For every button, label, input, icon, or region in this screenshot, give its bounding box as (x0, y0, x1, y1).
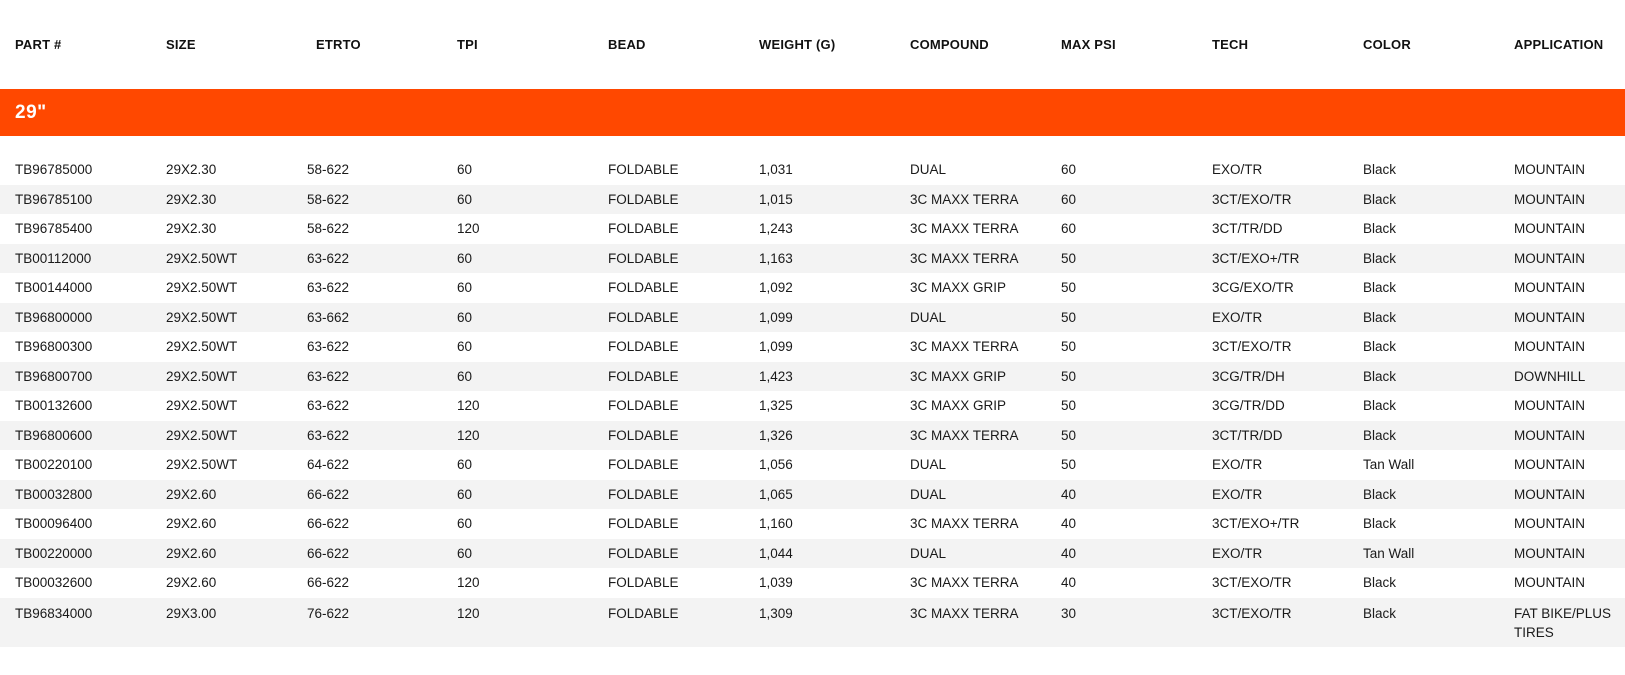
cell-application: MOUNTAIN (1514, 457, 1585, 473)
table-row (0, 332, 1625, 362)
cell-etrto: 66-622 (307, 516, 350, 532)
cell-tech: EXO/TR (1212, 486, 1263, 502)
cell-part-number: TB00144000 (15, 280, 93, 296)
cell-size: 29X2.50WT (166, 339, 238, 355)
table-row (0, 303, 1625, 333)
table-row (0, 391, 1625, 421)
cell-etrto: 63-622 (307, 427, 350, 443)
cell-color: Black (1363, 516, 1397, 532)
cell-bead: FOLDABLE (608, 368, 679, 384)
table-row (0, 509, 1625, 539)
header-tech: TECH (1212, 37, 1249, 52)
cell-compound: DUAL (910, 486, 947, 502)
cell-tpi: 120 (457, 575, 480, 591)
header-color: COLOR (1363, 37, 1411, 52)
cell-tpi: 60 (457, 486, 473, 502)
cell-bead: FOLDABLE (608, 309, 679, 325)
cell-size: 29X2.50WT (166, 250, 238, 266)
cell-color: Black (1363, 191, 1397, 207)
cell-tpi: 60 (457, 309, 473, 325)
cell-compound: DUAL (910, 457, 947, 473)
cell-bead: FOLDABLE (608, 575, 679, 591)
cell-tpi: 120 (457, 605, 480, 621)
cell-part-number: TB96800000 (15, 309, 93, 325)
table-row (0, 244, 1625, 274)
cell-bead: FOLDABLE (608, 221, 679, 237)
cell-size: 29X2.30 (166, 162, 217, 178)
cell-compound: 3C MAXX TERRA (910, 250, 1019, 266)
header-max-psi: MAX PSI (1061, 37, 1116, 52)
table-row (0, 273, 1625, 303)
cell-weight: 1,326 (759, 427, 793, 443)
cell-size: 29X2.60 (166, 545, 217, 561)
cell-compound: 3C MAXX TERRA (910, 575, 1019, 591)
cell-size: 29X2.50WT (166, 309, 238, 325)
cell-tech: 3CT/EXO/TR (1212, 605, 1292, 621)
cell-color: Black (1363, 368, 1397, 384)
cell-compound: DUAL (910, 309, 947, 325)
cell-bead: FOLDABLE (608, 250, 679, 266)
cell-compound: 3C MAXX TERRA (910, 605, 1019, 621)
cell-tech: EXO/TR (1212, 457, 1263, 473)
cell-color: Black (1363, 427, 1397, 443)
header-size: SIZE (166, 37, 196, 52)
cell-size: 29X2.30 (166, 221, 217, 237)
cell-weight: 1,065 (759, 486, 793, 502)
cell-weight: 1,160 (759, 516, 793, 532)
cell-bead: FOLDABLE (608, 427, 679, 443)
cell-weight: 1,325 (759, 398, 793, 414)
cell-tech: 3CG/TR/DH (1212, 368, 1285, 384)
cell-application: MOUNTAIN (1514, 486, 1585, 502)
cell-application: MOUNTAIN (1514, 162, 1585, 178)
cell-part-number: TB00032800 (15, 486, 93, 502)
cell-tech: EXO/TR (1212, 309, 1263, 325)
cell-part-number: TB96834000 (15, 605, 93, 621)
cell-tech: 3CT/EXO/TR (1212, 339, 1292, 355)
cell-max-psi: 50 (1061, 309, 1077, 325)
cell-tech: 3CG/EXO/TR (1212, 280, 1294, 296)
cell-tpi: 60 (457, 457, 473, 473)
cell-part-number: TB00132600 (15, 398, 93, 414)
cell-application: MOUNTAIN (1514, 398, 1585, 414)
cell-tpi: 60 (457, 280, 473, 296)
cell-size: 29X2.50WT (166, 280, 238, 296)
cell-compound: DUAL (910, 162, 947, 178)
cell-color: Black (1363, 486, 1397, 502)
cell-bead: FOLDABLE (608, 162, 679, 178)
cell-tpi: 60 (457, 368, 473, 384)
cell-color: Black (1363, 250, 1397, 266)
cell-color: Black (1363, 339, 1397, 355)
cell-bead: FOLDABLE (608, 339, 679, 355)
cell-bead: FOLDABLE (608, 280, 679, 296)
cell-max-psi: 40 (1061, 486, 1077, 502)
cell-size: 29X2.30 (166, 191, 217, 207)
cell-weight: 1,099 (759, 339, 793, 355)
cell-application: MOUNTAIN (1514, 191, 1585, 207)
cell-weight: 1,031 (759, 162, 793, 178)
cell-compound: 3C MAXX TERRA (910, 516, 1019, 532)
cell-etrto: 66-622 (307, 545, 350, 561)
cell-color: Black (1363, 221, 1397, 237)
cell-max-psi: 50 (1061, 398, 1077, 414)
cell-application: MOUNTAIN (1514, 545, 1585, 561)
cell-etrto: 66-622 (307, 486, 350, 502)
cell-tech: 3CT/TR/DD (1212, 427, 1283, 443)
table-row (0, 362, 1625, 392)
cell-tech: 3CG/TR/DD (1212, 398, 1285, 414)
cell-weight: 1,039 (759, 575, 793, 591)
cell-part-number: TB00112000 (15, 250, 92, 266)
cell-bead: FOLDABLE (608, 398, 679, 414)
table-header-row (0, 0, 1625, 89)
cell-max-psi: 50 (1061, 339, 1077, 355)
cell-application: DOWNHILL (1514, 368, 1586, 384)
cell-tpi: 120 (457, 427, 480, 443)
cell-color: Black (1363, 605, 1397, 621)
table-row (0, 480, 1625, 510)
cell-weight: 1,056 (759, 457, 793, 473)
cell-part-number: TB00032600 (15, 575, 93, 591)
header-part-number: PART # (15, 37, 62, 52)
cell-etrto: 63-622 (307, 368, 350, 384)
cell-size: 29X2.50WT (166, 457, 238, 473)
header-weight: WEIGHT (G) (759, 37, 836, 52)
cell-tpi: 120 (457, 221, 480, 237)
cell-bead: FOLDABLE (608, 605, 679, 621)
cell-application: MOUNTAIN (1514, 221, 1585, 237)
cell-part-number: TB00220000 (15, 545, 93, 561)
cell-etrto: 63-622 (307, 280, 350, 296)
cell-color: Black (1363, 280, 1397, 296)
table-row (0, 450, 1625, 480)
cell-part-number: TB96785400 (15, 221, 93, 237)
cell-compound: DUAL (910, 545, 947, 561)
section-spacer (0, 136, 1625, 155)
cell-tpi: 60 (457, 545, 473, 561)
cell-bead: FOLDABLE (608, 457, 679, 473)
cell-etrto: 63-622 (307, 250, 350, 266)
cell-size: 29X2.50WT (166, 398, 238, 414)
cell-bead: FOLDABLE (608, 486, 679, 502)
cell-weight: 1,309 (759, 605, 793, 621)
cell-max-psi: 50 (1061, 457, 1077, 473)
cell-max-psi: 50 (1061, 280, 1077, 296)
cell-color: Black (1363, 162, 1397, 178)
cell-color: Tan Wall (1363, 545, 1415, 561)
cell-tech: 3CT/EXO/TR (1212, 191, 1292, 207)
cell-max-psi: 50 (1061, 368, 1077, 384)
cell-color: Black (1363, 575, 1397, 591)
cell-bead: FOLDABLE (608, 516, 679, 532)
table-row (0, 185, 1625, 215)
cell-compound: 3C MAXX GRIP (910, 280, 1007, 296)
cell-part-number: TB96800300 (15, 339, 93, 355)
cell-etrto: 66-622 (307, 575, 350, 591)
cell-tpi: 60 (457, 516, 473, 532)
cell-compound: 3C MAXX GRIP (910, 368, 1007, 384)
table-row (0, 214, 1625, 244)
header-etrto: ETRTO (316, 37, 361, 52)
cell-application: MOUNTAIN (1514, 309, 1585, 325)
cell-tpi: 60 (457, 339, 473, 355)
cell-etrto: 58-622 (307, 162, 350, 178)
cell-compound: 3C MAXX GRIP (910, 398, 1007, 414)
table-row (0, 568, 1625, 598)
cell-weight: 1,044 (759, 545, 793, 561)
cell-tpi: 60 (457, 250, 473, 266)
cell-size: 29X2.50WT (166, 427, 238, 443)
cell-color: Tan Wall (1363, 457, 1415, 473)
table-row (0, 421, 1625, 451)
cell-tech: 3CT/EXO/TR (1212, 575, 1292, 591)
cell-etrto: 58-622 (307, 191, 350, 207)
cell-compound: 3C MAXX TERRA (910, 427, 1019, 443)
cell-size: 29X2.60 (166, 486, 217, 502)
cell-part-number: TB96785000 (15, 162, 93, 178)
cell-application: FAT BIKE/PLUS TIRES (1514, 605, 1612, 640)
cell-etrto: 63-662 (307, 309, 350, 325)
cell-color: Black (1363, 309, 1397, 325)
cell-bead: FOLDABLE (608, 545, 679, 561)
cell-max-psi: 60 (1061, 162, 1077, 178)
cell-etrto: 63-622 (307, 398, 350, 414)
cell-max-psi: 60 (1061, 221, 1077, 237)
cell-compound: 3C MAXX TERRA (910, 339, 1019, 355)
cell-bead: FOLDABLE (608, 191, 679, 207)
cell-tpi: 60 (457, 162, 473, 178)
section-title: 29" (15, 101, 47, 123)
cell-size: 29X3.00 (166, 605, 217, 621)
cell-tech: 3CT/TR/DD (1212, 221, 1283, 237)
cell-application: MOUNTAIN (1514, 280, 1585, 296)
cell-tech: 3CT/EXO+/TR (1212, 250, 1300, 266)
cell-tpi: 60 (457, 191, 473, 207)
cell-max-psi: 40 (1061, 516, 1077, 532)
cell-max-psi: 40 (1061, 545, 1077, 561)
cell-weight: 1,015 (759, 191, 793, 207)
cell-weight: 1,099 (759, 309, 793, 325)
cell-weight: 1,163 (759, 250, 793, 266)
cell-part-number: TB96800600 (15, 427, 93, 443)
cell-tech: EXO/TR (1212, 545, 1263, 561)
cell-part-number: TB00096400 (15, 516, 93, 532)
table-row (0, 539, 1625, 569)
cell-etrto: 64-622 (307, 457, 350, 473)
cell-application: MOUNTAIN (1514, 575, 1585, 591)
cell-weight: 1,423 (759, 368, 793, 384)
header-compound: COMPOUND (910, 37, 989, 52)
cell-max-psi: 50 (1061, 250, 1077, 266)
cell-part-number: TB00220100 (15, 457, 93, 473)
cell-size: 29X2.50WT (166, 368, 238, 384)
header-application: APPLICATION (1514, 37, 1604, 52)
section-band-29-inch (0, 89, 1625, 136)
cell-tech: EXO/TR (1212, 162, 1263, 178)
cell-etrto: 58-622 (307, 221, 350, 237)
cell-application: MOUNTAIN (1514, 250, 1585, 266)
cell-part-number: TB96800700 (15, 368, 93, 384)
header-bead: BEAD (608, 37, 646, 52)
cell-weight: 1,092 (759, 280, 793, 296)
cell-tech: 3CT/EXO+/TR (1212, 516, 1300, 532)
cell-max-psi: 40 (1061, 575, 1077, 591)
cell-max-psi: 30 (1061, 605, 1077, 621)
table-row (0, 598, 1625, 647)
table-body (0, 155, 1625, 647)
header-tpi: TPI (457, 37, 478, 52)
cell-max-psi: 60 (1061, 191, 1077, 207)
cell-compound: 3C MAXX TERRA (910, 221, 1019, 237)
cell-etrto: 76-622 (307, 605, 350, 621)
cell-etrto: 63-622 (307, 339, 350, 355)
cell-application: MOUNTAIN (1514, 516, 1585, 532)
cell-part-number: TB96785100 (15, 191, 93, 207)
cell-weight: 1,243 (759, 221, 793, 237)
cell-application: MOUNTAIN (1514, 339, 1585, 355)
cell-application: MOUNTAIN (1514, 427, 1585, 443)
cell-size: 29X2.60 (166, 516, 217, 532)
cell-max-psi: 50 (1061, 427, 1077, 443)
cell-tpi: 120 (457, 398, 480, 414)
cell-color: Black (1363, 398, 1397, 414)
cell-size: 29X2.60 (166, 575, 217, 591)
cell-compound: 3C MAXX TERRA (910, 191, 1019, 207)
table-row (0, 155, 1625, 185)
